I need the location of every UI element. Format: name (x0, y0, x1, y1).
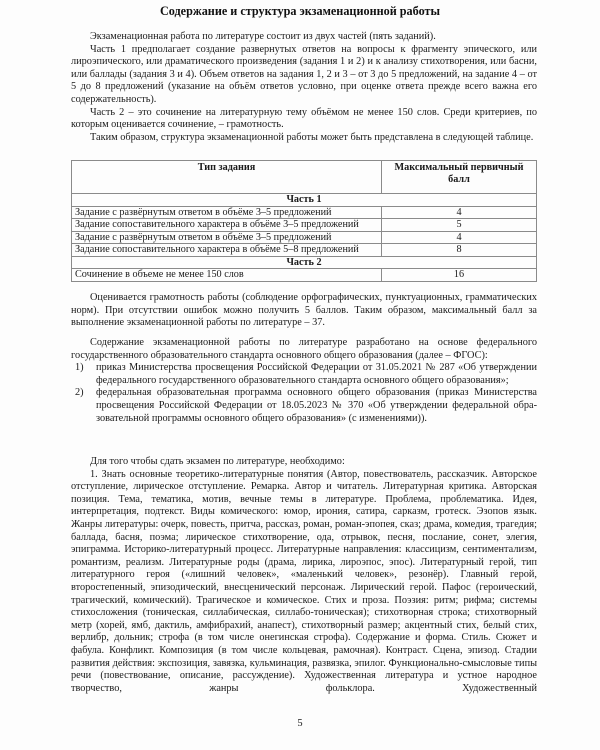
list-item-text: федеральная образовательная программа основного общего образования (приказ Министерства просвещения Российской Федерации от 18.05.2023 № 370 «Об утверждении федеральной образовательной программы основного общего образования» (с изменениями)). (96, 387, 537, 424)
basis-paragraph: Содержание экзаменационной работы по литературе разработано на основе федерального государственного образовательного стандарта основного общего образования (далее – ФГОС): (71, 337, 537, 361)
task-cell: Задание с развёрнутым ответом в объёме 3–5 предложений (72, 231, 382, 244)
column-header-max-score: Максимальный первичный балл (382, 161, 537, 194)
exam-structure-table (71, 160, 537, 282)
column-header-task-type: Тип задания (72, 161, 382, 194)
list-number: 1) (75, 362, 84, 374)
table-section-row (72, 256, 537, 269)
intro-section (71, 31, 537, 144)
score-cell: 4 (382, 231, 537, 244)
basis-list-item (71, 362, 537, 387)
requirement-1: 1. Знать основные теоретико-литературные понятия (Автор, повествователь, рассказчик. Авторское отступление, лирическое отступление. Ремарка. Автор и читатель. Литературная критика. Авторская позиция. Тема, тематика, мотив, вечные темы в литературе. Проблема, проблематика. Идея, интерпретация, подтекст. Виды комического: юмор, ирония, сатира, сарказм, гротеск. Эзопов язык. Жанры литературы: очерк, повесть, притча, рассказ, роман, роман-эпопея, сказ; драма, комедия, трагедия; баллада, басня, поэма; лирическое стихотворение, ода, отрывок, песня, послание, сонет, элегия, эпиграмма. Историко-литературный процесс. Литературные направления: классицизм, сентиментализм, романтизм, реализм. Литературные роды (драма, лирика, лироэпос, эпос). Литературный герой, тип литературного героя («лишний человек», «маленький человек», резонёр). Главный герой, второстепенный, эпизодический, внесценический персонаж. Лирический герой. Пафос (героический, трагический, комический). Трагическое и комическое. Стих и проза. Поэзия: ритм; рифма; системы стихосложения (тоническая, силлабическая, силлабо-тоническая); стихотворная строка; стихотворный метр (хорей, ямб, дактиль, амфибрахий, анапест), стихотворный размер; акцентный стих, белый стих, верлибр, дольник; строфа (в том числе онегинская строфа). Содержание и форма. Стиль. Сюжет и фабула. Конфликт. Композиция (в том числе кольцевая, рамочная). Контраст. Сцена, эпизод. Стадии развития действия: экспозиция, завязка, кульминация, развязка, эпилог. Функционально-смысловые типы речи (повествование, описание, рассуждение). Художественная литература и устное народное творчество, жанры фольклора. Художественный (71, 468, 537, 694)
section-label-part-1: Часть 1 (72, 194, 537, 207)
score-cell: 8 (382, 244, 537, 257)
list-number: 2) (75, 387, 84, 399)
intro-paragraph-1: Экзаменационная работа по литературе состоит из двух частей (пять заданий). (90, 31, 436, 42)
intro-paragraph-4: Таким образом, структура экзаменационной работы может быть представлена в следующей таблице. (90, 131, 534, 143)
task-cell: Задание с развёрнутым ответом в объёме 3–5 предложений (72, 206, 382, 219)
basis-list-item (71, 387, 537, 425)
table-section-row (72, 194, 537, 207)
table-header-row (72, 161, 537, 194)
table-row (72, 269, 537, 282)
section-label-part-2: Часть 2 (72, 256, 537, 269)
requirements-section (71, 456, 537, 695)
table-row (72, 219, 537, 232)
page-number: 5 (297, 718, 303, 729)
score-cell: 5 (382, 219, 537, 232)
intro-paragraph-2: Часть 1 предполагает создание развернутых ответов на вопросы к фрагменту эпического, или лироэпического, или драматического произведения (задания 1 и 2) и к анализу стихотворения, или басни, или баллады (задания 3 и 4). Объем ответов на задания 1, 2 и 3 – от 3 до 5 предложений, на задание 4 – от 5 до 8 предложений (указание на объём ответов условно, при оценке ответа прежде всего важна его содержательность). (71, 43, 537, 105)
intro-paragraph-3: Часть 2 – это сочинение на литературную тему объёмом не менее 150 слов. Среди критериев, по которым оценивается сочинение, – грамотность. (71, 106, 537, 131)
table-row (72, 206, 537, 219)
grading-paragraph: Оценивается грамотность работы (соблюдение орфографических, пунктуационных, грамматических норм). При отсутствии ошибок можно получить 5 баллов. Таким образом, максимальный балл за выполнение экзаменационной работы по литературе – 37. (71, 292, 537, 329)
task-cell: Задание сопоставительного характера в объёме 5–8 предложений (72, 244, 382, 257)
task-cell: Сочинение в объеме не менее 150 слов (72, 269, 382, 282)
page-title: Содержание и структура экзаменационной работы (159, 4, 441, 18)
basis-list (71, 362, 537, 425)
basis-section (71, 337, 537, 425)
requirements-intro: Для того чтобы сдать экзамен по литературе, необходимо: (90, 456, 345, 467)
list-item-text: приказ Министерства просвещения Российской Федерации от 31.05.2021 № 287 «Об утверждении федерального государственного образовательного стандарта основного общего образования»; (96, 362, 537, 386)
task-cell: Задание сопоставительного характера в объёме 3–5 предложений (72, 219, 382, 232)
table-row (72, 231, 537, 244)
table-row (72, 244, 537, 257)
grading-section (71, 292, 537, 330)
score-cell: 4 (382, 206, 537, 219)
score-cell: 16 (382, 269, 537, 282)
